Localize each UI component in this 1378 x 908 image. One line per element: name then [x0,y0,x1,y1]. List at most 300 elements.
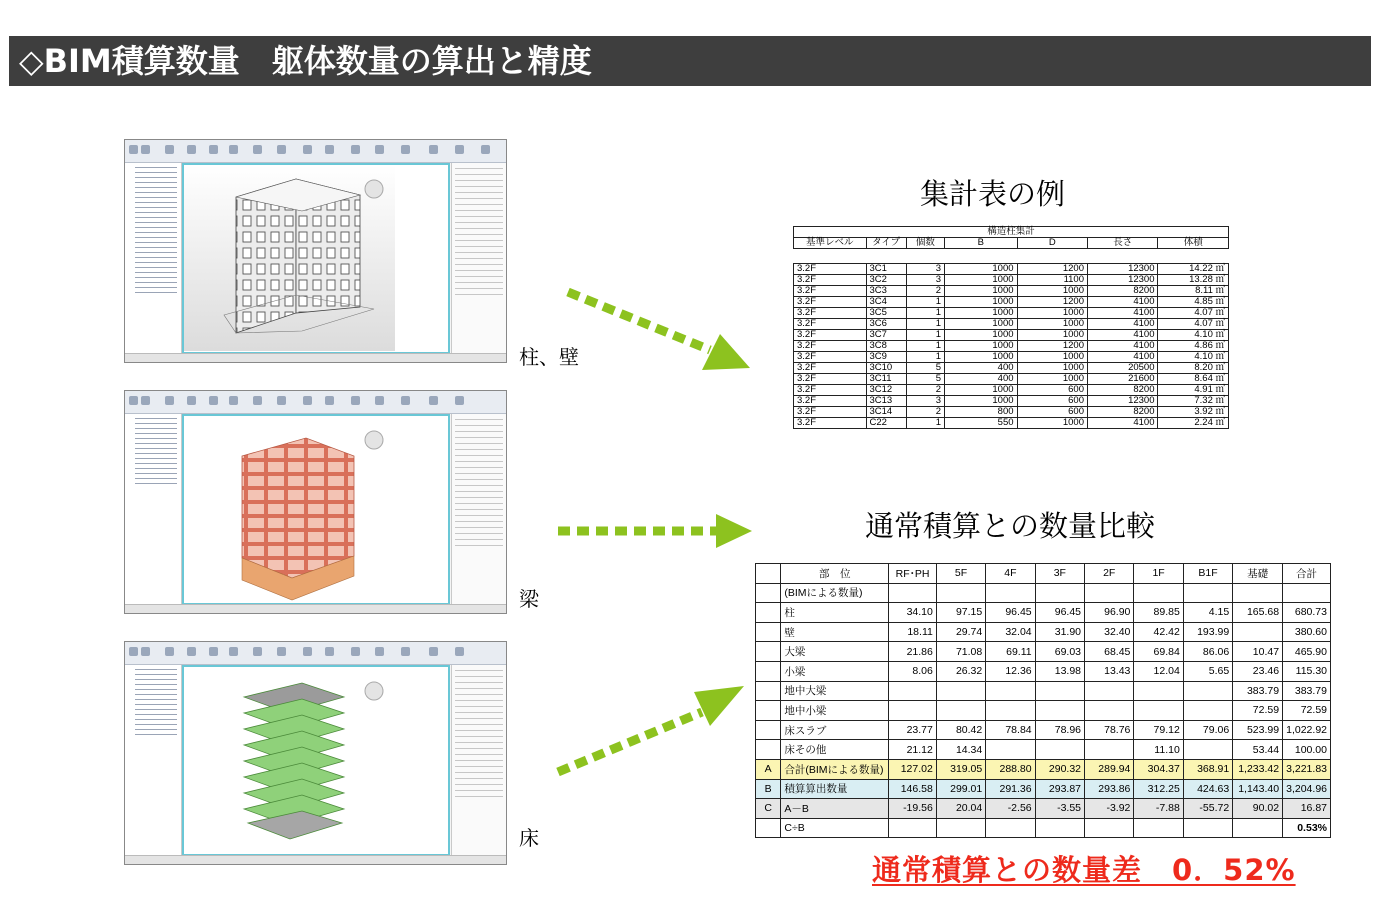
ribbon-toolbar [125,140,506,163]
value-cell [1085,818,1134,838]
value-cell: 18.11 [889,622,937,642]
comparison-header-cell [756,564,781,584]
schedule-cell: 13.28 ㎥ [1158,275,1229,286]
value-cell [936,818,985,838]
value-cell: 193.99 [1183,622,1232,642]
value-cell: 69.84 [1134,642,1183,662]
schedule-cell: 3.2F [794,319,867,330]
comparison-row [756,622,1331,642]
value-cell: 383.79 [1283,681,1331,701]
schedule-cell: 600 [1017,407,1087,418]
row-label-cell: 小梁 [781,661,889,681]
value-cell: 14.34 [936,740,985,760]
value-cell: 3,204.96 [1283,779,1331,799]
schedule-row [794,407,1229,418]
status-bar [125,604,506,613]
status-bar [125,855,506,864]
value-cell: -19.56 [889,799,937,819]
schedule-cell: 3.2F [794,385,867,396]
properties-panel [451,665,506,856]
value-cell: 380.60 [1283,622,1331,642]
schedule-cell: 3.2F [794,275,867,286]
row-key-cell [756,603,781,623]
value-cell: 3,221.83 [1283,759,1331,779]
value-cell [1035,818,1084,838]
comparison-row [756,642,1331,662]
comparison-header-cell: 4F [986,564,1035,584]
value-cell [889,818,937,838]
value-cell [1134,701,1183,721]
value-cell [1183,818,1232,838]
row-key-cell [756,720,781,740]
schedule-cell: 3C7 [866,330,906,341]
schedule-cell: 4100 [1088,330,1158,341]
comparison-row [756,818,1331,838]
value-cell: 21.12 [889,740,937,760]
schedule-cell: 1000 [1017,418,1087,429]
value-cell: 32.04 [986,622,1035,642]
properties-panel [451,163,506,354]
schedule-spacer-row [794,249,1229,264]
schedule-cell: 1000 [945,275,1018,286]
schedule-cell: 8200 [1088,407,1158,418]
value-cell [986,818,1035,838]
row-label-cell: C÷B [781,818,889,838]
value-cell: 42.42 [1134,622,1183,642]
value-cell: 293.86 [1085,779,1134,799]
schedule-row [794,396,1229,407]
value-cell [936,681,985,701]
value-cell [986,681,1035,701]
schedule-header-cell: 基準レベル [794,238,867,249]
3d-viewport [182,414,450,605]
value-cell [1183,701,1232,721]
schedule-cell: 400 [945,363,1018,374]
value-cell: 23.46 [1233,661,1283,681]
value-cell [1183,740,1232,760]
value-cell: 523.99 [1233,720,1283,740]
value-cell [1134,583,1183,603]
value-cell: 71.08 [936,642,985,662]
value-cell [1085,681,1134,701]
schedule-cell: 1000 [1017,286,1087,297]
value-cell: 16.87 [1283,799,1331,819]
value-cell [1085,583,1134,603]
value-cell: 79.06 [1183,720,1232,740]
value-cell [1035,681,1084,701]
value-cell: 21.86 [889,642,937,662]
value-cell: 100.00 [1283,740,1331,760]
schedule-cell: 4.91 ㎥ [1158,385,1229,396]
schedule-cell: 14.22 ㎥ [1158,264,1229,275]
schedule-cell: 5 [906,363,944,374]
value-cell: 115.30 [1283,661,1331,681]
schedule-cell: 1000 [945,396,1018,407]
schedule-cell: 3C11 [866,374,906,385]
schedule-cell: 3.2F [794,363,867,374]
comparison-header-cell: 5F [936,564,985,584]
revit-screenshot-beams [124,390,507,614]
comparison-row [756,701,1331,721]
schedule-cell: 12300 [1088,275,1158,286]
comparison-header-cell: 2F [1085,564,1134,584]
row-key-cell [756,583,781,603]
column-table-heading: 集計表の例 [919,177,1065,211]
schedule-cell: 1000 [1017,374,1087,385]
value-cell: 78.84 [986,720,1035,740]
schedule-cell: 1000 [945,341,1018,352]
project-browser [125,665,182,856]
schedule-cell: 1200 [1017,264,1087,275]
arrow-to-comparison-table [556,512,756,552]
schedule-cell: 3.2F [794,352,867,363]
3d-viewport [182,163,450,354]
schedule-cell: 2 [906,286,944,297]
schedule-cell: 3.2F [794,418,867,429]
schedule-cell: 4100 [1088,319,1158,330]
row-key-cell: B [756,779,781,799]
comparison-row [756,779,1331,799]
slab-model [184,667,395,853]
schedule-cell: 3C13 [866,396,906,407]
arrow-to-column-table [560,280,760,380]
row-label-cell: A－B [781,799,889,819]
schedule-row [794,308,1229,319]
value-cell [889,583,937,603]
value-cell [1085,740,1134,760]
value-cell: -3.92 [1085,799,1134,819]
schedule-cell: 400 [945,374,1018,385]
schedule-header-cell: 体積 [1158,238,1229,249]
schedule-cell: 1 [906,330,944,341]
value-cell: 1,022.92 [1283,720,1331,740]
value-cell: 293.87 [1035,779,1084,799]
arrow-to-comparison-table-2 [552,680,752,780]
slabs-label: 床 [519,826,539,850]
value-cell: -55.72 [1183,799,1232,819]
value-cell [1085,701,1134,721]
schedule-cell: 1200 [1017,341,1087,352]
schedule-cell: 1000 [945,330,1018,341]
schedule-cell: 1000 [1017,308,1087,319]
row-label-cell: (BIMによる数量) [781,583,889,603]
comparison-row [756,681,1331,701]
schedule-cell: 1000 [1017,363,1087,374]
schedule-cell: 1 [906,352,944,363]
quantity-comparison-table [755,563,1331,838]
schedule-cell: 800 [945,407,1018,418]
schedule-cell: 3C10 [866,363,906,374]
value-cell: 5.65 [1183,661,1232,681]
value-cell: 34.10 [889,603,937,623]
comparison-row [756,799,1331,819]
value-cell: 299.01 [936,779,985,799]
schedule-cell: 3C8 [866,341,906,352]
schedule-cell: 2 [906,385,944,396]
schedule-row [794,319,1229,330]
row-key-cell: C [756,799,781,819]
row-key-cell [756,681,781,701]
value-cell: 383.79 [1233,681,1283,701]
quantity-difference-text: 通常積算との数量差 0．52% [872,853,1296,887]
value-cell: 127.02 [889,759,937,779]
schedule-cell: 1100 [1017,275,1087,286]
value-cell: -7.88 [1134,799,1183,819]
comparison-header-cell: 3F [1035,564,1084,584]
value-cell: 68.45 [1085,642,1134,662]
schedule-cell: 3.2F [794,330,867,341]
schedule-cell: 8.11 ㎥ [1158,286,1229,297]
value-cell: 0.53% [1283,818,1331,838]
value-cell [986,701,1035,721]
schedule-cell: 4.10 ㎥ [1158,352,1229,363]
row-label-cell: 積算算出数量 [781,779,889,799]
value-cell: 23.77 [889,720,937,740]
columns-walls-label: 柱、壁 [519,345,579,369]
row-label-cell: 合計(BIMによる数量) [781,759,889,779]
schedule-cell: 4.10 ㎥ [1158,330,1229,341]
schedule-row [794,264,1229,275]
value-cell [1233,622,1283,642]
value-cell: 31.90 [1035,622,1084,642]
schedule-cell: 3.2F [794,341,867,352]
schedule-row [794,352,1229,363]
value-cell: 53.44 [1233,740,1283,760]
row-key-cell [756,701,781,721]
row-key-cell [756,642,781,662]
value-cell [1035,583,1084,603]
comparison-row [756,720,1331,740]
beams-label: 梁 [519,587,539,611]
comparison-header-cell: 合計 [1283,564,1331,584]
schedule-row [794,385,1229,396]
schedule-cell: 3C5 [866,308,906,319]
schedule-cell: 3C1 [866,264,906,275]
value-cell: 79.12 [1134,720,1183,740]
schedule-cell: 3C12 [866,385,906,396]
column-schedule-table [793,226,1229,429]
schedule-cell: 12300 [1088,396,1158,407]
schedule-cell: 1000 [1017,319,1087,330]
schedule-cell: 3.2F [794,407,867,418]
schedule-cell: 3.2F [794,308,867,319]
row-key-cell [756,818,781,838]
value-cell: 304.37 [1134,759,1183,779]
row-label-cell: 地中小梁 [781,701,889,721]
value-cell: 291.36 [986,779,1035,799]
schedule-cell: 600 [1017,385,1087,396]
value-cell: 80.42 [936,720,985,740]
value-cell: 11.10 [1134,740,1183,760]
value-cell: 13.98 [1035,661,1084,681]
value-cell: 12.36 [986,661,1035,681]
schedule-cell: 3C4 [866,297,906,308]
schedule-cell: 1 [906,341,944,352]
comparison-row [756,583,1331,603]
properties-panel [451,414,506,605]
value-cell: 96.90 [1085,603,1134,623]
value-cell: 97.15 [936,603,985,623]
schedule-row [794,363,1229,374]
value-cell: 86.06 [1183,642,1232,662]
schedule-header-cell: 長さ [1088,238,1158,249]
value-cell: 680.73 [1283,603,1331,623]
value-cell [936,583,985,603]
schedule-cell: 1000 [945,264,1018,275]
row-label-cell: 壁 [781,622,889,642]
row-label-cell: 大梁 [781,642,889,662]
revit-screenshot-columns-walls [124,139,507,363]
value-cell: 96.45 [1035,603,1084,623]
schedule-cell: 1 [906,308,944,319]
value-cell: 289.94 [1085,759,1134,779]
value-cell [1134,681,1183,701]
comparison-row [756,759,1331,779]
schedule-caption: 構造柱集計 [794,227,1229,238]
comparison-table-heading: 通常積算との数量比較 [864,509,1155,543]
value-cell: 69.03 [1035,642,1084,662]
schedule-cell: 7.32 ㎥ [1158,396,1229,407]
schedule-cell: 3.2F [794,297,867,308]
row-key-cell [756,661,781,681]
comparison-header-cell: 部 位 [781,564,889,584]
row-label-cell: 床その他 [781,740,889,760]
comparison-header-cell: 1F [1134,564,1183,584]
value-cell: 368.91 [1183,759,1232,779]
schedule-cell: 4.85 ㎥ [1158,297,1229,308]
schedule-cell: 3 [906,275,944,286]
schedule-cell: 8.20 ㎥ [1158,363,1229,374]
value-cell: 29.74 [936,622,985,642]
schedule-cell: 3C6 [866,319,906,330]
schedule-cell: 1000 [945,352,1018,363]
value-cell: 89.85 [1134,603,1183,623]
status-bar [125,353,506,362]
value-cell: 288.80 [986,759,1035,779]
value-cell [1233,818,1283,838]
schedule-cell: 1000 [945,297,1018,308]
schedule-cell: C22 [866,418,906,429]
schedule-cell: 1000 [945,286,1018,297]
schedule-cell: 3.2F [794,286,867,297]
schedule-cell: 12300 [1088,264,1158,275]
schedule-cell: 1000 [1017,330,1087,341]
value-cell: -2.56 [986,799,1035,819]
value-cell: 26.32 [936,661,985,681]
revit-screenshot-slabs [124,641,507,865]
value-cell [1134,818,1183,838]
schedule-cell: 2.24 ㎥ [1158,418,1229,429]
schedule-cell: 1 [906,418,944,429]
row-key-cell [756,740,781,760]
schedule-header-cell: D [1017,238,1087,249]
value-cell: 165.68 [1233,603,1283,623]
value-cell: 72.59 [1233,701,1283,721]
comparison-row [756,661,1331,681]
schedule-cell: 2 [906,407,944,418]
comparison-row [756,740,1331,760]
schedule-cell: 4.07 ㎥ [1158,308,1229,319]
value-cell [1183,583,1232,603]
value-cell [1283,583,1331,603]
row-label-cell: 床スラブ [781,720,889,740]
value-cell [1035,740,1084,760]
value-cell [936,701,985,721]
value-cell: 69.11 [986,642,1035,662]
value-cell: 465.90 [1283,642,1331,662]
schedule-header-row [794,238,1229,249]
schedule-cell: 3C14 [866,407,906,418]
schedule-cell: 1000 [945,319,1018,330]
schedule-cell: 3C3 [866,286,906,297]
beam-model [184,416,395,602]
value-cell: 319.05 [936,759,985,779]
schedule-row [794,286,1229,297]
ribbon-toolbar [125,642,506,665]
value-cell: 424.63 [1183,779,1232,799]
schedule-cell: 4100 [1088,308,1158,319]
schedule-row [794,374,1229,385]
column-wall-model [184,165,395,351]
value-cell [986,740,1035,760]
schedule-cell: 600 [1017,396,1087,407]
comparison-header-cell: RF･PH [889,564,937,584]
schedule-cell: 3.2F [794,396,867,407]
value-cell: 312.25 [1134,779,1183,799]
3d-viewport [182,665,450,856]
schedule-cell: 3 [906,396,944,407]
schedule-cell: 3C9 [866,352,906,363]
schedule-header-cell: 個数 [906,238,944,249]
value-cell: 1,143.40 [1233,779,1283,799]
schedule-cell: 8.64 ㎥ [1158,374,1229,385]
schedule-cell: 3 [906,264,944,275]
schedule-cell: 1000 [1017,352,1087,363]
schedule-header-cell: タイプ [866,238,906,249]
value-cell: 13.43 [1085,661,1134,681]
schedule-cell: 8200 [1088,385,1158,396]
row-key-cell: A [756,759,781,779]
page-title: ◇BIM積算数量 躯体数量の算出と精度 [19,42,592,80]
schedule-row [794,297,1229,308]
value-cell [889,681,937,701]
value-cell: 146.58 [889,779,937,799]
schedule-cell: 4100 [1088,352,1158,363]
schedule-cell: 4100 [1088,418,1158,429]
value-cell: 32.40 [1085,622,1134,642]
schedule-cell: 1000 [945,308,1018,319]
value-cell: 90.02 [1233,799,1283,819]
row-key-cell [756,622,781,642]
schedule-row [794,418,1229,429]
schedule-cell: 4100 [1088,297,1158,308]
title-banner [9,36,1371,86]
value-cell: 78.96 [1035,720,1084,740]
schedule-cell: 5 [906,374,944,385]
schedule-cell: 1 [906,319,944,330]
row-label-cell: 柱 [781,603,889,623]
schedule-cell: 20500 [1088,363,1158,374]
schedule-cell: 3.2F [794,374,867,385]
schedule-cell: 4100 [1088,341,1158,352]
schedule-cell: 550 [945,418,1018,429]
value-cell [1233,583,1283,603]
project-browser [125,163,182,354]
value-cell: 4.15 [1183,603,1232,623]
value-cell [986,583,1035,603]
value-cell [1035,701,1084,721]
value-cell: -3.55 [1035,799,1084,819]
